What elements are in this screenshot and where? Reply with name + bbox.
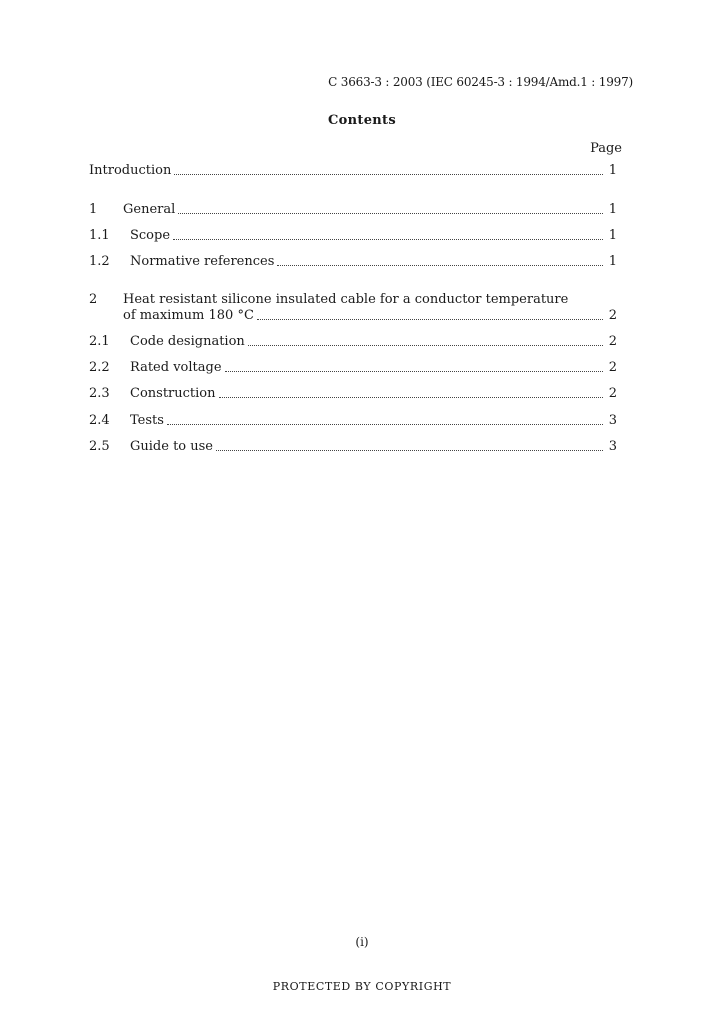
page-title: Contents — [328, 113, 396, 128]
toc-entry-page: 2 — [608, 386, 617, 401]
toc-entry-text: Guide to use — [130, 439, 213, 454]
toc-entry-1[interactable] — [89, 202, 617, 218]
toc-entry-text: General — [123, 202, 176, 217]
toc-entry-1-1[interactable] — [89, 228, 617, 244]
toc-entry-page: 1 — [608, 202, 617, 217]
leader-dots — [167, 423, 603, 425]
toc-entry-text: Scope — [130, 228, 171, 243]
toc-entry-2[interactable] — [89, 292, 617, 324]
toc-entry-number: 2.3 — [89, 386, 110, 401]
toc-entry-number: 2 — [89, 292, 98, 307]
toc-entry-2-5[interactable] — [89, 439, 617, 455]
leader-dots — [219, 396, 604, 398]
toc-entry-page: 2 — [608, 360, 617, 375]
leader-dots — [173, 238, 603, 240]
toc-entry-introduction[interactable] — [89, 163, 617, 179]
toc-entry-2-4[interactable] — [89, 413, 617, 429]
toc-entry-page: 2 — [608, 308, 617, 323]
toc-entry-page: 3 — [608, 439, 617, 454]
leader-dots — [216, 449, 603, 451]
toc-entry-text: Introduction — [89, 163, 172, 178]
toc-entry-number: 2.5 — [89, 439, 110, 454]
page-column-label: Page — [590, 141, 622, 156]
leader-dots — [277, 264, 603, 266]
toc-entry-1-2[interactable] — [89, 254, 617, 270]
leader-dots — [174, 173, 603, 175]
toc-entry-text: Construction — [130, 386, 216, 401]
toc-entry-page: 1 — [608, 228, 617, 243]
toc-entry-2-3[interactable] — [89, 386, 617, 402]
toc-entry-number: 1.1 — [89, 228, 110, 243]
toc-entry-text: Tests — [130, 413, 164, 428]
toc-entry-page: 1 — [608, 163, 617, 178]
toc-entry-2-2[interactable] — [89, 360, 617, 376]
toc-entry-text: Normative references — [130, 254, 275, 269]
toc-entry-number: 2.2 — [89, 360, 110, 375]
leader-dots — [257, 318, 603, 320]
toc-entry-number: 2.1 — [89, 334, 110, 349]
toc-entry-page: 1 — [608, 254, 617, 269]
toc-entry-text-line1: Heat resistant silicone insulated cable for a conductor temperature — [123, 292, 569, 307]
toc-entry-text: Rated voltage — [130, 360, 222, 375]
toc-entry-number: 1 — [89, 202, 98, 217]
leader-dots — [178, 212, 603, 214]
leader-dots — [248, 344, 603, 346]
toc-entry-number: 2.4 — [89, 413, 110, 428]
toc-entry-page: 3 — [608, 413, 617, 428]
toc-entry-text: of maximum 180 °C — [123, 308, 254, 323]
toc-entry-number: 1.2 — [89, 254, 110, 269]
page-number: (i) — [355, 935, 369, 949]
document-header-code: C 3663-3 : 2003 (IEC 60245-3 : 1994/Amd.1 : 1997) — [328, 75, 633, 89]
toc-entry-page: 2 — [608, 334, 617, 349]
copyright-notice: PROTECTED BY COPYRIGHT — [272, 980, 452, 993]
toc-entry-text: Code designation — [130, 334, 245, 349]
toc-entry-2-1[interactable] — [89, 334, 617, 350]
leader-dots — [225, 370, 603, 372]
